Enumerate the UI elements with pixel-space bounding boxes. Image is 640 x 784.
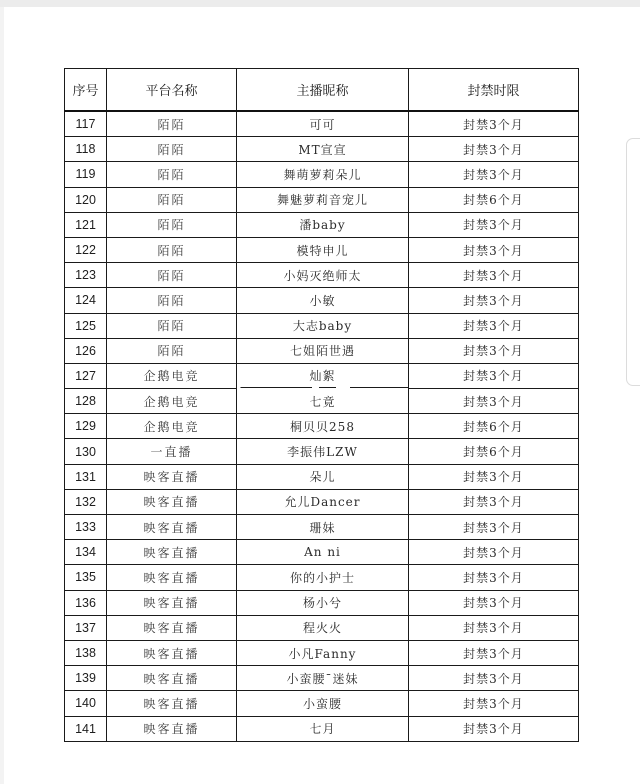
row-duration [409,389,579,414]
row-platform [107,187,237,212]
row-num [65,137,107,162]
row-duration-text: 封禁3个月 [463,570,524,585]
row-anchor-text: 大志baby [292,319,353,334]
row-anchor-text: 你的小护士 [289,570,355,585]
table-row [65,590,579,615]
table-row [65,363,579,388]
row-anchor [237,363,409,388]
row-platform-text: 陌陌 [157,117,186,132]
row-anchor [237,691,409,716]
row-anchor-text: 小敏 [309,293,336,308]
table-row [65,716,579,741]
row-duration-text: 封禁3个月 [463,722,524,737]
row-num [65,691,107,716]
table-row [65,187,579,212]
table-row [65,263,579,288]
row-duration-text: 封禁3个月 [463,596,524,611]
row-num-text: 134 [75,545,96,560]
row-num-text: 125 [75,318,96,333]
row-platform-text: 陌陌 [157,293,186,308]
ban-list-table [64,68,579,742]
row-anchor [237,489,409,514]
row-platform-text: 陌陌 [157,193,186,208]
row-platform-text: 映客直播 [143,596,200,611]
row-duration [409,212,579,237]
row-anchor [237,237,409,262]
row-num [65,263,107,288]
row-anchor [237,111,409,137]
row-duration-text: 封禁3个月 [463,293,524,308]
row-platform [107,439,237,464]
row-anchor-text: 七姐陌世遇 [289,344,355,359]
row-anchor [237,640,409,665]
row-num [65,439,107,464]
row-num [65,489,107,514]
row-platform [107,111,237,137]
row-num-text: 139 [75,671,96,686]
row-platform-text: 陌陌 [157,243,186,258]
row-num [65,640,107,665]
row-platform-text: 映客直播 [143,646,200,661]
table-row [65,338,579,363]
row-num-text: 128 [75,394,96,409]
row-duration-text: 封禁6个月 [463,445,524,460]
row-num [65,162,107,187]
row-duration-text: 封禁6个月 [463,193,524,208]
row-duration [409,615,579,640]
row-anchor [237,590,409,615]
row-duration-text: 封禁3个月 [463,344,524,359]
row-anchor-text: 舞萌萝莉朵儿 [283,167,362,182]
header-anchor: 主播昵称 [237,69,409,112]
row-anchor-text: 珊妹 [309,520,336,535]
row-duration [409,237,579,262]
row-platform [107,414,237,439]
row-anchor-text: 允儿Dancer [284,495,361,510]
row-platform [107,162,237,187]
row-anchor-text: 模特申儿 [296,243,349,258]
row-duration-text: 封禁3个月 [463,470,524,485]
row-duration-text: 封禁3个月 [463,319,524,334]
row-duration-text: 封禁3个月 [463,218,524,233]
row-platform [107,389,237,414]
row-num-text: 137 [75,620,96,635]
row-anchor [237,666,409,691]
row-duration [409,263,579,288]
row-duration [409,691,579,716]
row-num-text: 135 [75,570,96,585]
row-num [65,615,107,640]
row-platform-text: 映客直播 [143,722,200,737]
row-duration-text: 封禁6个月 [463,419,524,434]
row-platform-text: 陌陌 [157,142,186,157]
row-platform [107,263,237,288]
row-anchor [237,439,409,464]
row-anchor [237,338,409,363]
row-duration [409,515,579,540]
table-row [65,565,579,590]
row-anchor-text: 小凡Fanny [288,646,357,661]
row-anchor [237,162,409,187]
row-num-text: 133 [75,520,96,535]
table-row [65,615,579,640]
row-anchor [237,414,409,439]
row-anchor-text: 小蛮腰 [302,696,342,711]
row-duration [409,640,579,665]
row-platform-text: 映客直播 [143,470,200,485]
table-row [65,212,579,237]
row-num [65,187,107,212]
header-num: 序号 [65,69,107,112]
row-anchor-text: 七月 [309,722,336,737]
scrollbar[interactable] [626,138,640,386]
row-platform-text: 映客直播 [143,671,200,686]
row-anchor [237,716,409,741]
row-duration-text: 封禁3个月 [463,696,524,711]
table-row [65,111,579,137]
row-duration-text: 封禁3个月 [463,671,524,686]
row-platform [107,212,237,237]
row-duration [409,439,579,464]
row-num-text: 130 [75,444,96,459]
row-anchor [237,515,409,540]
row-platform [107,137,237,162]
table-row [65,137,579,162]
row-anchor-text: MT宣宣 [298,142,347,157]
row-num [65,515,107,540]
row-platform-text: 企鹅电竞 [143,369,200,384]
row-duration [409,313,579,338]
row-duration-text: 封禁3个月 [463,142,524,157]
header-row [65,69,579,112]
header-platform: 平台名称 [107,69,237,112]
row-duration [409,565,579,590]
row-num-text: 136 [75,595,96,610]
row-num-text: 122 [75,243,96,258]
row-num [65,414,107,439]
table-row [65,489,579,514]
row-platform-text: 映客直播 [143,520,200,535]
row-duration [409,464,579,489]
row-duration [409,716,579,741]
row-num-text: 121 [75,217,96,232]
row-platform-text: 陌陌 [157,218,186,233]
row-anchor-text: 小蛮腰¯迷妹 [286,671,359,686]
row-platform [107,237,237,262]
row-anchor-text: 潘baby [299,218,346,233]
row-platform-text: 映客直播 [143,495,200,510]
broken-border-line [237,387,408,389]
row-platform [107,489,237,514]
row-duration-text: 封禁3个月 [463,117,524,132]
table-row [65,389,579,414]
row-duration [409,489,579,514]
row-duration [409,137,579,162]
row-platform [107,691,237,716]
row-num [65,540,107,565]
row-anchor-text: 李振伟LZW [287,445,358,460]
row-duration-text: 封禁3个月 [463,545,524,560]
row-platform [107,313,237,338]
table-row [65,237,579,262]
row-anchor-text: 杨小兮 [302,596,342,611]
row-duration [409,187,579,212]
row-platform-text: 企鹅电竞 [143,394,200,409]
left-edge [0,7,4,784]
row-anchor [237,313,409,338]
row-platform-text: 映客直播 [143,621,200,636]
row-duration [409,666,579,691]
row-num [65,389,107,414]
row-platform [107,363,237,388]
row-duration [409,414,579,439]
row-duration-text: 封禁3个月 [463,369,524,384]
row-duration-text: 封禁3个月 [463,495,524,510]
row-anchor [237,389,409,414]
row-platform-text: 陌陌 [157,344,186,359]
row-anchor [237,212,409,237]
row-duration-text: 封禁3个月 [463,646,524,661]
row-num [65,338,107,363]
row-duration [409,162,579,187]
row-anchor-text: 小妈灭绝师太 [283,268,362,283]
row-num [65,565,107,590]
row-platform-text: 一直播 [150,445,193,460]
row-duration-text: 封禁3个月 [463,167,524,182]
row-platform-text: 企鹅电竞 [143,419,200,434]
row-platform-text: 映客直播 [143,545,200,560]
row-num [65,237,107,262]
row-anchor [237,615,409,640]
row-anchor [237,187,409,212]
row-anchor-text: 七竟 [309,394,336,409]
row-num-text: 126 [75,343,96,358]
row-anchor-text: 程火火 [302,621,342,636]
row-num-text: 123 [75,268,96,283]
row-duration-text: 封禁3个月 [463,621,524,636]
row-platform [107,464,237,489]
row-duration-text: 封禁3个月 [463,394,524,409]
row-duration-text: 封禁3个月 [463,243,524,258]
row-anchor-text: 舞魅萝莉音宠儿 [276,193,368,208]
row-anchor [237,263,409,288]
row-num [65,590,107,615]
row-platform-text: 映客直播 [143,696,200,711]
row-num [65,464,107,489]
table-row [65,515,579,540]
row-platform [107,540,237,565]
row-num-text: 132 [75,494,96,509]
row-num [65,288,107,313]
row-anchor-text: 灿絮 [309,369,336,384]
row-platform [107,615,237,640]
row-anchor [237,137,409,162]
table-row [65,439,579,464]
row-anchor [237,288,409,313]
row-duration [409,363,579,388]
row-num [65,716,107,741]
row-num-text: 131 [75,469,96,484]
row-platform [107,288,237,313]
row-duration-text: 封禁3个月 [463,520,524,535]
row-platform [107,565,237,590]
row-num-text: 127 [75,368,96,383]
row-num [65,363,107,388]
row-anchor [237,565,409,590]
row-platform-text: 陌陌 [157,167,186,182]
row-platform-text: 陌陌 [157,319,186,334]
row-platform-text: 映客直播 [143,570,200,585]
row-num-text: 141 [75,721,96,736]
row-anchor [237,540,409,565]
row-num-text: 129 [75,419,96,434]
row-platform-text: 陌陌 [157,268,186,283]
row-num [65,111,107,137]
row-platform [107,338,237,363]
row-platform [107,515,237,540]
row-platform [107,590,237,615]
row-duration [409,288,579,313]
row-num-text: 118 [75,142,96,157]
row-num [65,313,107,338]
top-bar [0,0,640,7]
table-row [65,288,579,313]
table-row [65,464,579,489]
row-num-text: 120 [75,192,96,207]
table-row [65,666,579,691]
row-duration [409,590,579,615]
row-anchor-text: An ni [304,545,341,560]
table-row [65,540,579,565]
row-anchor-text: 可可 [309,117,336,132]
row-anchor-text: 桐贝贝258 [290,419,355,434]
row-anchor-text: 朵儿 [309,470,336,485]
table-row [65,162,579,187]
row-num [65,212,107,237]
row-platform [107,666,237,691]
table-row [65,640,579,665]
table-row [65,414,579,439]
row-num-text: 119 [75,167,96,182]
row-num [65,666,107,691]
row-duration-text: 封禁3个月 [463,268,524,283]
row-num-text: 117 [75,117,96,132]
row-anchor [237,464,409,489]
table-row [65,691,579,716]
row-platform [107,716,237,741]
row-num-text: 124 [75,293,96,308]
row-num-text: 138 [75,646,96,661]
row-duration [409,540,579,565]
table-row [65,313,579,338]
header-duration: 封禁时限 [409,69,579,112]
row-duration [409,338,579,363]
row-duration [409,111,579,137]
row-num-text: 140 [75,696,96,711]
row-platform [107,640,237,665]
